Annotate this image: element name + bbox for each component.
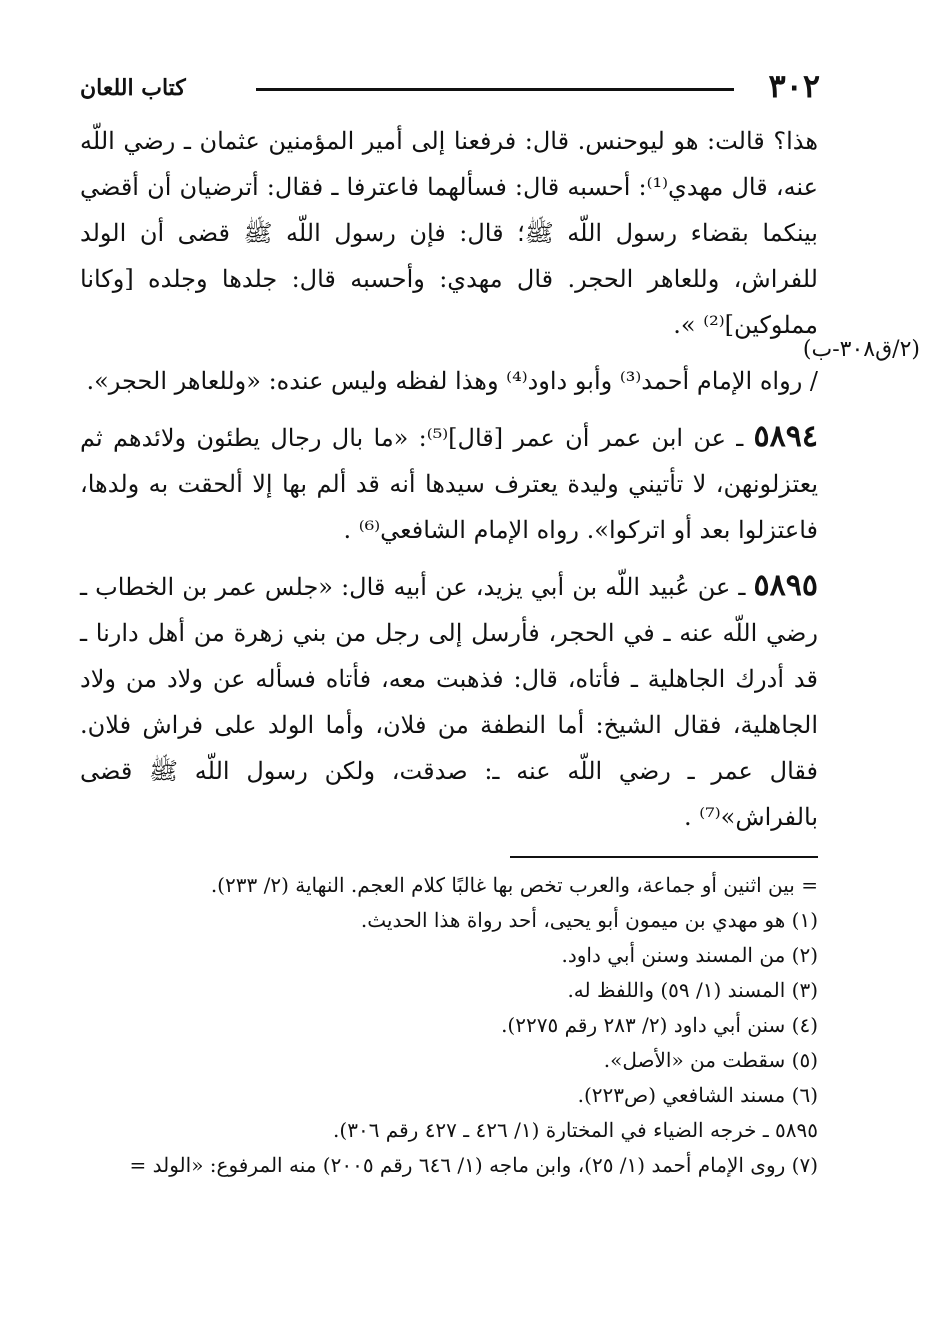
footnote: (٣) المسند (١/ ٥٩) واللفظ له.	[567, 978, 818, 1002]
hadith	[80, 563, 818, 840]
footnote: ٥٨٩٥ ـ خرجه الضياء في المختارة (١/ ٤٢٦ ـ ٤٢٧ رقم ٣٠٦).	[333, 1118, 818, 1142]
footnote: (٦) مسند الشافعي (ص٢٢٣).	[577, 1083, 818, 1107]
footnote: (٤) سنن أبي داود (٢/ ٢٨٣ رقم ٢٢٧٥).	[501, 1013, 818, 1037]
hadith-number: ٥٨٩٥	[753, 568, 818, 603]
hadith-text: ـ عن ابن عمر أن عمر [قال]⁽⁵⁾: «ما بال رجال يطئون ولائدهم ثم يعتزلونهن، لا تأتيني وليدة يعترف سيدها أنه قد ألم بها إلا ألحقت به ولدها، فاعتزلوا بعد أو اتركوا». رواه الإمام الشافعي⁽⁶⁾ .	[80, 424, 818, 544]
header-rule	[256, 88, 734, 91]
chapter-title: كتاب اللعان	[80, 75, 186, 101]
paragraph: / رواه الإمام أحمد⁽³⁾ وأبو داود⁽⁴⁾ وهذا لفظه وليس عنده: «وللعاهر الحجر».	[86, 367, 818, 395]
footnote: (٢) من المسند وسنن أبي داود.	[561, 943, 818, 967]
main-text	[80, 118, 818, 850]
footnotes	[80, 868, 818, 1183]
page-header	[80, 66, 820, 110]
hadith-number: ٥٨٩٤	[753, 419, 818, 454]
footnote: (١) هو مهدي بن ميمون أبو يحيى، أحد رواة هذا الحديث.	[360, 908, 818, 932]
page-number: ٣٠٢	[768, 67, 820, 105]
footnote: = بين اثنين أو جماعة، والعرب تخص بها غالبًا كلام العجم. النهاية (٢/ ٢٣٣).	[210, 873, 818, 897]
hadith	[80, 414, 818, 553]
hadith-text: ـ عن عُبيد اللّه بن أبي يزيد، عن أبيه قال: «جلس عمر بن الخطاب ـ رضي اللّه عنه ـ في الحجر، فأرسل إلى رجل من بني زهرة من أهل دارنا ـ قد أدرك الجاهلية ـ فأتاه، قال: فذهبت معه، فأتاه فسأله عن ولاد من ولاد الجاهلية، فقال الشيخ: أما النطفة من فلان، وأما الولد على فراش فلان. فقال عمر ـ رضي اللّه عنه ـ: صدقت، ولكن رسول اللّه ﷺ قضى بالفراش»⁽⁷⁾ .	[80, 573, 818, 831]
footnote: (٧) روى الإمام أحمد (١/ ٢٥)، وابن ماجه (١/ ٦٤٦ رقم ٢٠٠٥) منه المرفوع: «الولد =	[129, 1153, 818, 1177]
footnote-separator	[510, 856, 818, 858]
manuscript-folio-note: (٢/ق٣٠٨-ب)	[802, 337, 920, 362]
paragraph: هذا؟ قالت: هو ليوحنس. قال: فرفعنا إلى أمير المؤمنين عثمان ـ رضي اللّه عنه، قال مهدي⁽¹⁾: أحسبه قال: فسألهما فاعترفا ـ فقال: أترضيان أن أقضي بينكما بقضاء رسول اللّه ﷺ؛ قال: فإن رسول اللّه ﷺ قضى أن الولد للفراش، وللعاهر الحجر. قال مهدي: وأحسبه قال: جلدها وجلده [وكانا مملوكين]⁽²⁾ ».	[80, 127, 818, 339]
footnote: (٥) سقطت من «الأصل».	[603, 1048, 818, 1072]
